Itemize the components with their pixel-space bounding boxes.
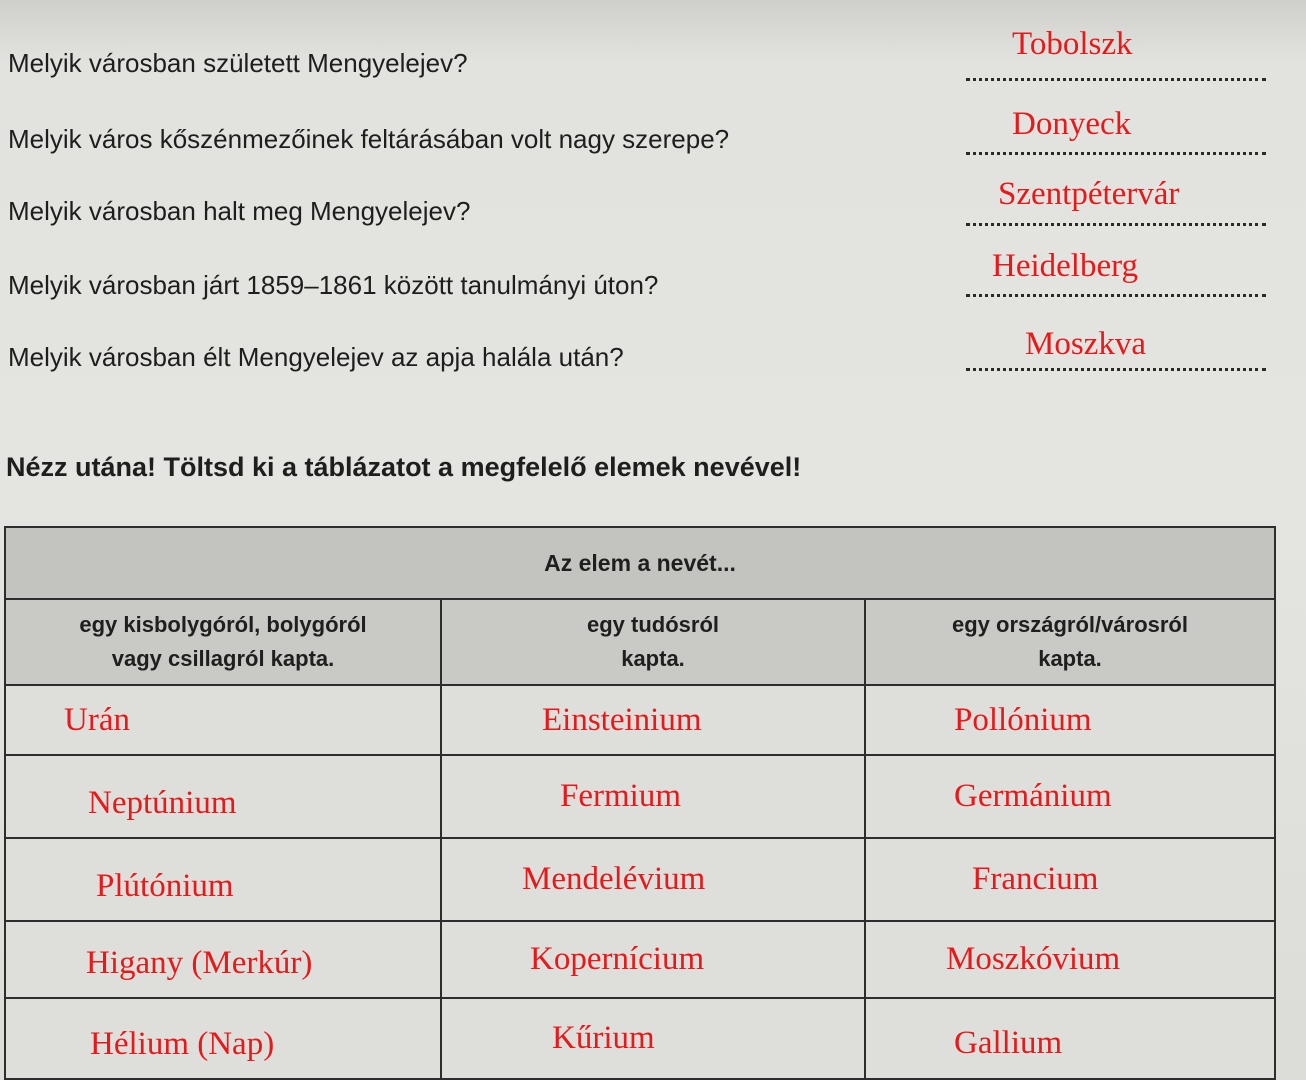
question-text: Melyik városban élt Mengyelejev az apja halála után? (8, 342, 624, 372)
answer-line (966, 152, 1266, 155)
table-cell: Pollónium (865, 685, 1275, 755)
question-row (0, 248, 1306, 322)
question-text: Melyik városban született Mengyelejev? (8, 48, 468, 78)
table-row (5, 998, 1275, 1079)
answer-line (966, 223, 1266, 226)
handwritten-answer: Moszkva (1025, 326, 1146, 362)
table-cell: Fermium (441, 755, 865, 838)
handwritten-answer: Tobolszk (1012, 26, 1133, 62)
answer-line (966, 368, 1266, 371)
question-row (0, 106, 1306, 178)
table-cell: Plútónium (5, 838, 441, 921)
table-row (5, 755, 1275, 838)
table-row (5, 921, 1275, 998)
table-cell: Hélium (Nap) (5, 998, 441, 1079)
table-title: Az elem a nevét... (5, 527, 1275, 599)
table-cell: Germánium (865, 755, 1275, 838)
table-cell: Moszkóvium (865, 921, 1275, 998)
table-cell: Higany (Merkúr) (5, 921, 441, 998)
question-text: Melyik városban halt meg Mengyelejev? (8, 196, 471, 226)
table-cell: Neptúnium (5, 755, 441, 838)
table-cell: Kopernícium (441, 921, 865, 998)
question-row (0, 326, 1306, 396)
table-cell: Gallium (865, 998, 1275, 1079)
handwritten-answer: Donyeck (1012, 106, 1132, 142)
column-header-scientist: egy tudósról kapta. (441, 599, 865, 685)
handwritten-answer: Heidelberg (992, 248, 1139, 284)
table-cell: Mendelévium (441, 838, 865, 921)
handwritten-answer: Szentpétervár (998, 176, 1180, 212)
task-instruction: Nézz utána! Töltsd ki a táblázatot a megfelelő elemek nevével! (6, 452, 802, 482)
table-cell: Einsteinium (441, 685, 865, 755)
table-row (5, 838, 1275, 921)
column-header-celestial: egy kisbolygóról, bolygóról vagy csillagról kapta. (5, 599, 441, 685)
table-cell: Francium (865, 838, 1275, 921)
question-text: Melyik város kőszénmezőinek feltárásában volt nagy szerepe? (8, 124, 730, 154)
question-text: Melyik városban járt 1859–1861 között tanulmányi úton? (8, 270, 659, 300)
table-cell: Kűrium (441, 998, 865, 1079)
table-cell: Urán (5, 685, 441, 755)
column-header-place: egy országról/városról kapta. (865, 599, 1275, 685)
question-row (0, 176, 1306, 248)
element-names-table (4, 526, 1276, 1080)
table-row (5, 685, 1275, 755)
answer-line (966, 294, 1266, 297)
question-row (0, 26, 1306, 100)
answer-line (966, 78, 1266, 81)
